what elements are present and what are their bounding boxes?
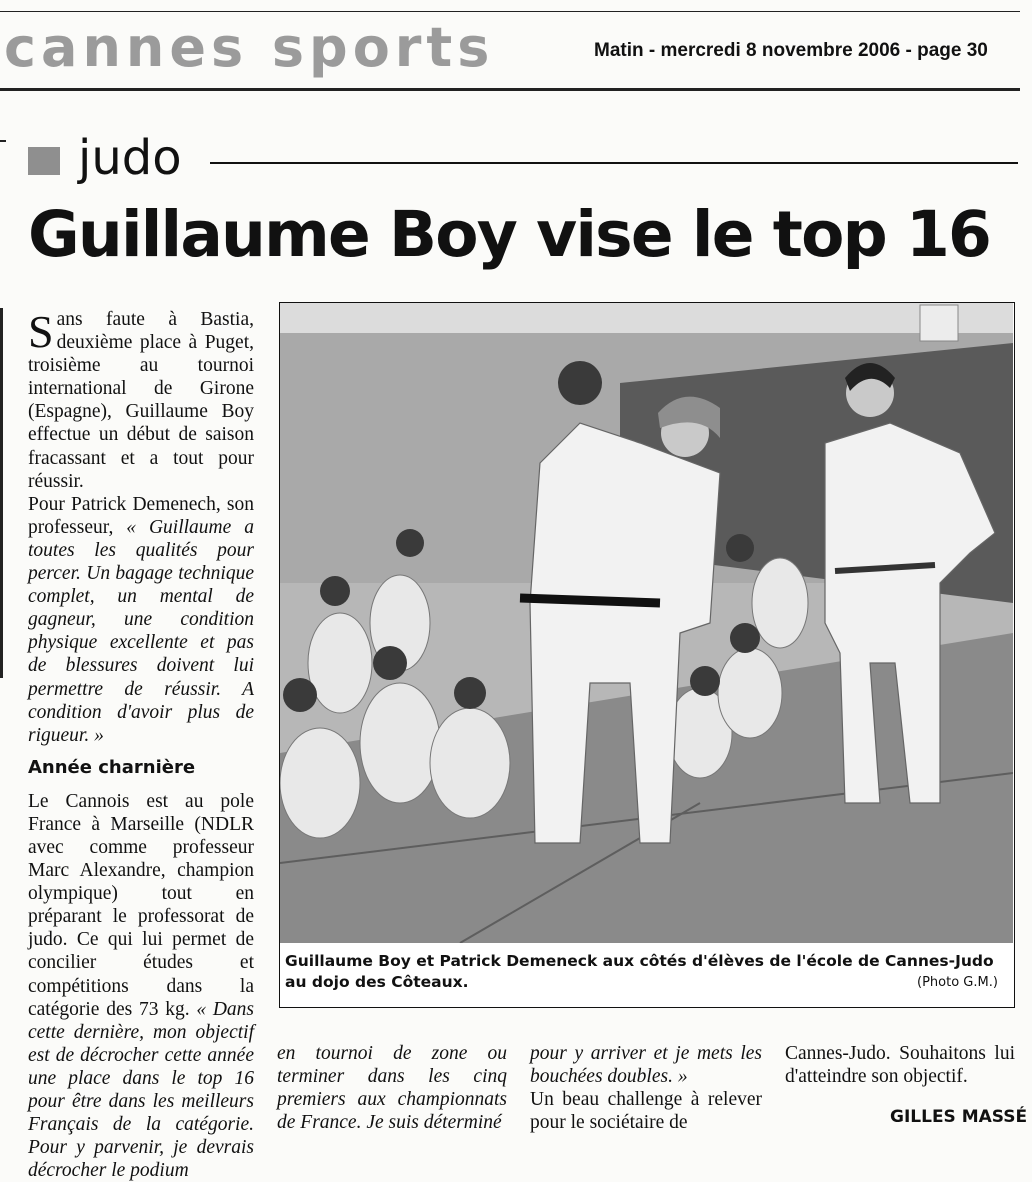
- dateline: Matin - mercredi 8 novembre 2006 - page 30: [594, 40, 988, 61]
- rubric-label: judo: [78, 130, 182, 186]
- margin-bar: [0, 308, 3, 678]
- article-column-1: [28, 308, 254, 1182]
- athlete-quote: « Dans cette dernière, mon objectif est de décrocher cette année une place dans le top 16 pour être dans les meilleurs Français de la catégorie. Pour y parvenir, je devrais décrocher le podium: [28, 998, 254, 1182]
- closing-text: Un beau challenge à relever pour le sociétaire de: [530, 1089, 762, 1134]
- article-column-3: [530, 1042, 762, 1134]
- closing-text-end: Cannes-Judo. Souhaitons lui d'atteindre son objectif.: [785, 1043, 1015, 1088]
- judo-photo: [280, 303, 1013, 943]
- photo-frame: [279, 302, 1015, 1008]
- lead-paragraph: [28, 308, 254, 493]
- coach-quote: « Guillaume a toutes les qualités pour percer. Un bagage technique complet, un mental de gagneur, une condition physique excellente et pas de blessures doivent lui permettre de réussir. A condition d'avoir plus de rigueur. »: [28, 516, 254, 746]
- section-title: cannes sports: [4, 16, 495, 79]
- headline: Guillaume Boy vise le top 16: [28, 198, 991, 271]
- byline: GILLES MASSÉ: [890, 1107, 1028, 1127]
- intro-text: Pour Patrick Demenech, son professeur,: [28, 493, 254, 538]
- photo-credit: (Photo G.M.): [917, 975, 998, 990]
- lead-text: ans faute à Bastia, deuxième place à Puget, troisième au tournoi international de Girone (Espagne), Guillaume Boy effectue un début de saison fracassant et a tout pour réussir.: [28, 309, 254, 492]
- quote-end: pour y arriver et je mets les bouchées doubles. »: [530, 1043, 762, 1088]
- quote-paragraph: [28, 493, 254, 747]
- body-paragraph: [28, 790, 254, 1182]
- drop-cap: S: [28, 306, 54, 357]
- article-column-2: [277, 1042, 507, 1134]
- margin-tick: [0, 140, 6, 142]
- body-text: Le Cannois est au pole France à Marseille (NDLR avec comme professeur Marc Alexandre, champion olympique) tout en préparant le professorat de judo. Ce qui lui permet de concilier études et compétitions dans la catégorie des 73 kg.: [28, 790, 254, 1020]
- subheading: Année charnière: [28, 756, 196, 778]
- article-column-4: [785, 1042, 1015, 1088]
- rubric-rule: [210, 162, 1018, 164]
- masthead-top-rule: [0, 11, 1020, 12]
- rubric-square-icon: [28, 147, 60, 175]
- quote-continuation: en tournoi de zone ou terminer dans les cinq premiers aux championnats de France. Je suis déterminé: [277, 1043, 507, 1134]
- photo-caption: Guillaume Boy et Patrick Demeneck aux côtés d'élèves de l'école de Cannes-Judo au dojo des Côteaux.: [285, 952, 994, 991]
- masthead-bottom-rule: [0, 88, 1020, 91]
